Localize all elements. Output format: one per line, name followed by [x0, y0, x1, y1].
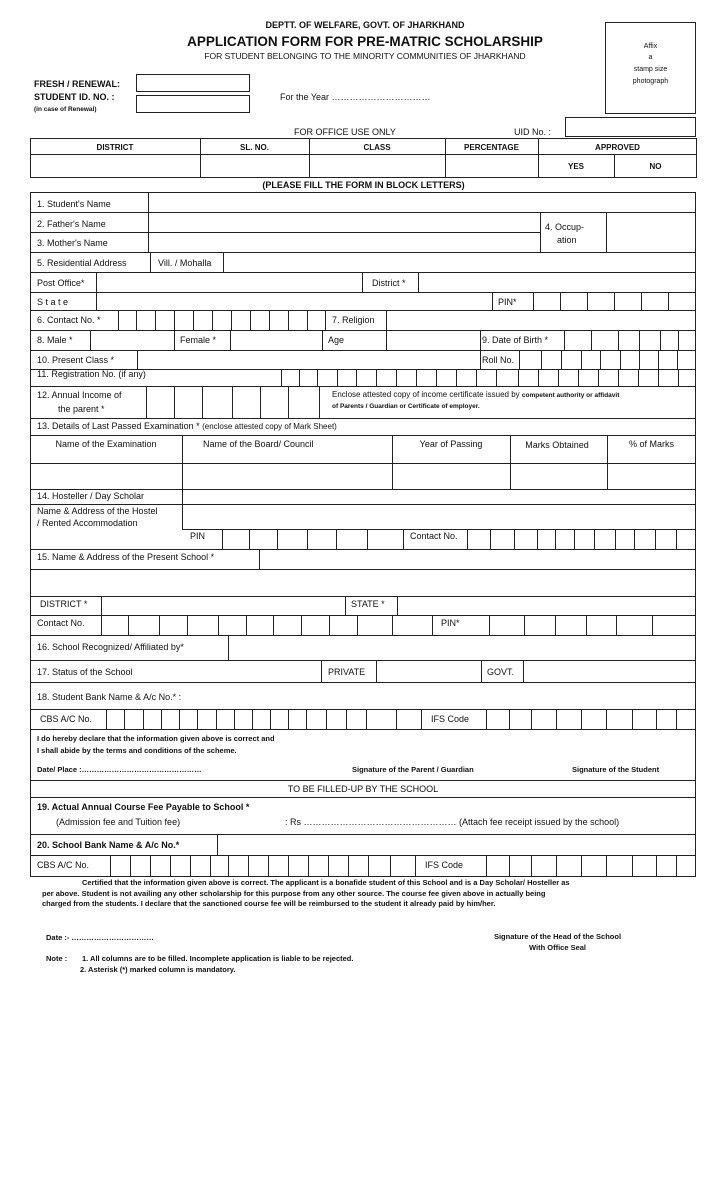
- contact-boxes[interactable]: [118, 310, 326, 330]
- exam-col-name: Name of the Examination: [55, 439, 157, 449]
- school-contact-label: Contact No.: [37, 618, 85, 628]
- note-2: 2. Asterisk (*) marked column is mandatory.: [80, 965, 236, 974]
- block-letters-note: (PLEASE FILL THE FORM IN BLOCK LETTERS): [262, 180, 465, 190]
- form-title: APPLICATION FORM FOR PRE-MATRIC SCHOLARSHIP: [187, 34, 543, 49]
- religion-input[interactable]: [388, 312, 694, 329]
- student-bank-input[interactable]: [212, 684, 694, 708]
- ifs-boxes[interactable]: [486, 709, 696, 729]
- fresh-renewal-label: FRESH / RENEWAL:: [34, 79, 121, 89]
- roll-no-label: Roll No.: [482, 355, 515, 365]
- student-name-input[interactable]: [150, 194, 694, 211]
- student-id-input[interactable]: [136, 95, 250, 113]
- ifs-label: IFS Code: [431, 714, 470, 724]
- cbs2-boxes[interactable]: [110, 855, 416, 877]
- uid-input[interactable]: [565, 117, 696, 137]
- school-section-title: TO BE FILLED-UP BY THE SCHOOL: [287, 784, 439, 794]
- office-col-percentage: PERCENTAGE: [464, 143, 519, 152]
- father-name-label: 2. Father's Name: [37, 219, 106, 229]
- exam-percent-input[interactable]: [609, 465, 694, 487]
- school-name-input[interactable]: [261, 550, 694, 568]
- school-pin-boxes[interactable]: [489, 615, 696, 635]
- exam-marks-input[interactable]: [512, 465, 605, 487]
- age-input[interactable]: [388, 332, 478, 349]
- govt-checkbox[interactable]: [525, 662, 694, 681]
- income-note-line-1: Enclose attested copy of income certificate issued by competent authority or affidavit: [332, 390, 620, 399]
- fresh-renewal-input[interactable]: [136, 74, 250, 92]
- school-state-label: STATE *: [351, 599, 385, 609]
- father-name-input[interactable]: [150, 214, 538, 231]
- hostel-address-input[interactable]: [184, 506, 694, 528]
- village-input[interactable]: [225, 254, 694, 271]
- footer-date-field[interactable]: Date :- ……………………………: [46, 933, 154, 942]
- exam-col-board: Name of the Board/ Council: [203, 439, 314, 449]
- district-label: District *: [372, 278, 406, 288]
- address-label: 5. Residential Address: [37, 258, 127, 268]
- recognized-label: 16. School Recognized/ Affiliated by*: [37, 642, 184, 652]
- signature-parent: Signature of the Parent / Guardian: [352, 765, 474, 774]
- recognized-input[interactable]: [230, 637, 694, 658]
- post-office-input[interactable]: [98, 274, 360, 291]
- hostel-pin-label: PIN: [190, 531, 206, 541]
- age-label: Age: [328, 335, 345, 345]
- photo-text-2: a: [648, 54, 653, 61]
- post-office-label: Post Office*: [37, 278, 85, 288]
- signature-head-school: Signature of the Head of the School: [493, 932, 622, 941]
- hostel-pin-boxes[interactable]: [222, 529, 404, 549]
- office-col-class: CLASS: [363, 143, 391, 152]
- exam-col-percent: % of Marks: [628, 439, 674, 449]
- district-input[interactable]: [420, 274, 694, 291]
- photo-box: [605, 22, 696, 114]
- village-label: Vill. / Mohalla: [158, 258, 212, 268]
- exam-board-input[interactable]: [184, 465, 390, 487]
- course-fee-amount[interactable]: : Rs …………………………………………… (Attach fee receipt issued by the school): [285, 817, 620, 827]
- school-district-input[interactable]: [103, 597, 343, 614]
- contact-label: 6. Contact No. *: [37, 315, 101, 325]
- state-label: S t a t e: [37, 297, 69, 307]
- female-input[interactable]: [232, 332, 320, 349]
- present-class-input[interactable]: [139, 351, 478, 368]
- cbs-boxes[interactable]: [106, 709, 422, 729]
- hostel-contact-boxes[interactable]: [467, 529, 696, 549]
- office-col-district: DISTRICT: [96, 143, 134, 152]
- female-label: Female *: [180, 335, 217, 345]
- male-input[interactable]: [92, 332, 172, 349]
- office-col-slno: SL. NO.: [240, 143, 269, 152]
- school-district-label: DISTRICT *: [40, 599, 88, 609]
- exam-year-input[interactable]: [394, 465, 508, 487]
- occupation-input[interactable]: [608, 214, 694, 250]
- approved-no: NO: [649, 162, 662, 171]
- school-bank-input[interactable]: [219, 836, 694, 854]
- income-boxes[interactable]: [146, 386, 320, 418]
- occupation-label-1: 4. Occup-: [545, 222, 585, 232]
- for-year-label[interactable]: For the Year ……………………………: [280, 92, 431, 102]
- hosteller-label: 14. Hosteller / Day Scholar: [37, 491, 145, 501]
- note-label: Note :: [46, 954, 68, 963]
- declaration-line-2: I shall abide by the terms and conditions of the scheme.: [37, 746, 237, 755]
- state-input[interactable]: [98, 293, 490, 309]
- dob-boxes[interactable]: [564, 330, 696, 350]
- office-col-approved: APPROVED: [595, 143, 640, 152]
- religion-label: 7. Religion: [332, 315, 375, 325]
- dob-label: 9. Date of Birth *: [482, 335, 549, 345]
- photo-text-4: photograph: [632, 78, 669, 85]
- school-contact-boxes[interactable]: [101, 615, 433, 635]
- income-note-line-2: of Parents / Guardian or Certificate of employer.: [332, 403, 480, 410]
- uid-label: UID No. :: [514, 127, 552, 137]
- income-label-1: 12. Annual Income of: [37, 390, 122, 400]
- photo-text-1: Affix: [643, 43, 658, 50]
- note-1: 1. All columns are to be filled. Incomplete application is liable to be rejected.: [82, 954, 354, 963]
- roll-no-boxes[interactable]: [519, 350, 696, 369]
- private-label: PRIVATE: [328, 667, 366, 677]
- school-bank-label: 20. School Bank Name & A/c No.*: [37, 840, 180, 850]
- student-id-label: STUDENT ID. NO. :: [34, 92, 115, 102]
- certificate-line-3: charged from the students. I declare that the sanctioned course fee will be reimbursed to the student it already paid by him/her.: [42, 899, 496, 908]
- ifs2-boxes[interactable]: [486, 855, 696, 877]
- declaration-line-1: I do hereby declare that the information given above is correct and: [37, 734, 275, 743]
- exam-details-label: 13. Details of Last Passed Examination * (enclose attested copy of Mark Sheet): [37, 421, 337, 431]
- male-label: 8. Male *: [37, 335, 73, 345]
- department-heading: DEPTT. OF WELFARE, GOVT. OF JHARKHAND: [265, 20, 465, 30]
- govt-label: GOVT.: [487, 667, 515, 677]
- student-bank-label: 18. Student Bank Name & A/c No.* :: [37, 692, 182, 702]
- cbs2-label: CBS A/C No.: [37, 860, 90, 870]
- registration-label: 11. Registration No. (if any): [37, 369, 146, 379]
- form-subtitle: FOR STUDENT BELONGING TO THE MINORITY COMMUNITIES OF JHARKHAND: [204, 51, 526, 61]
- exam-col-year: Year of Passing: [419, 439, 483, 449]
- pin-boxes[interactable]: [533, 292, 696, 310]
- course-fee-sub: (Admission fee and Tuition fee): [56, 817, 181, 827]
- hostel-address-label-1: Name & Address of the Hostel: [37, 506, 158, 516]
- cbs-label: CBS A/C No.: [40, 714, 93, 724]
- renewal-note: (in case of Renewal): [34, 106, 97, 113]
- certificate-line-2: per above. Student is not availing any other scholarship for this purpose from any other source. The course fee given above in actually being: [42, 889, 546, 898]
- exam-name-input[interactable]: [32, 465, 180, 487]
- school-pin-label: PIN*: [441, 618, 460, 628]
- school-name-label: 15. Name & Address of the Present School *: [37, 552, 215, 562]
- occupation-label-2: ation: [557, 235, 577, 245]
- pin-label: PIN*: [498, 297, 517, 307]
- private-checkbox[interactable]: [378, 662, 480, 681]
- signature-student: Signature of the Student: [572, 765, 660, 774]
- photo-text-3: stamp size: [633, 66, 668, 73]
- hostel-address-label-2: / Rented Accommodation: [37, 518, 138, 528]
- office-use-title: FOR OFFICE USE ONLY: [294, 127, 396, 137]
- school-status-label: 17. Status of the School: [37, 667, 133, 677]
- school-state-input[interactable]: [399, 597, 694, 614]
- date-place-field[interactable]: Date/ Place :…………………………………………: [37, 765, 202, 774]
- registration-boxes[interactable]: [281, 369, 696, 386]
- hosteller-input[interactable]: [184, 490, 694, 504]
- mother-name-input[interactable]: [150, 234, 538, 251]
- office-seal-label: With Office Seal: [528, 943, 587, 952]
- student-name-label: 1. Student's Name: [37, 199, 111, 209]
- mother-name-label: 3. Mother's Name: [37, 238, 108, 248]
- school-address-input[interactable]: [32, 571, 694, 595]
- income-label-2: the parent *: [58, 404, 105, 414]
- hostel-contact-label: Contact No.: [410, 531, 458, 541]
- course-fee-label: 19. Actual Annual Course Fee Payable to School *: [37, 802, 250, 812]
- certificate-line-1: Certified that the information given above is correct. The applicant is a bonafide student of this School and is a Day Scholar/ Hosteller as: [82, 878, 570, 887]
- approved-yes: YES: [567, 162, 584, 171]
- exam-col-marks: Marks Obtained: [525, 440, 589, 450]
- present-class-label: 10. Present Class *: [37, 355, 115, 365]
- ifs2-label: IFS Code: [425, 860, 464, 870]
